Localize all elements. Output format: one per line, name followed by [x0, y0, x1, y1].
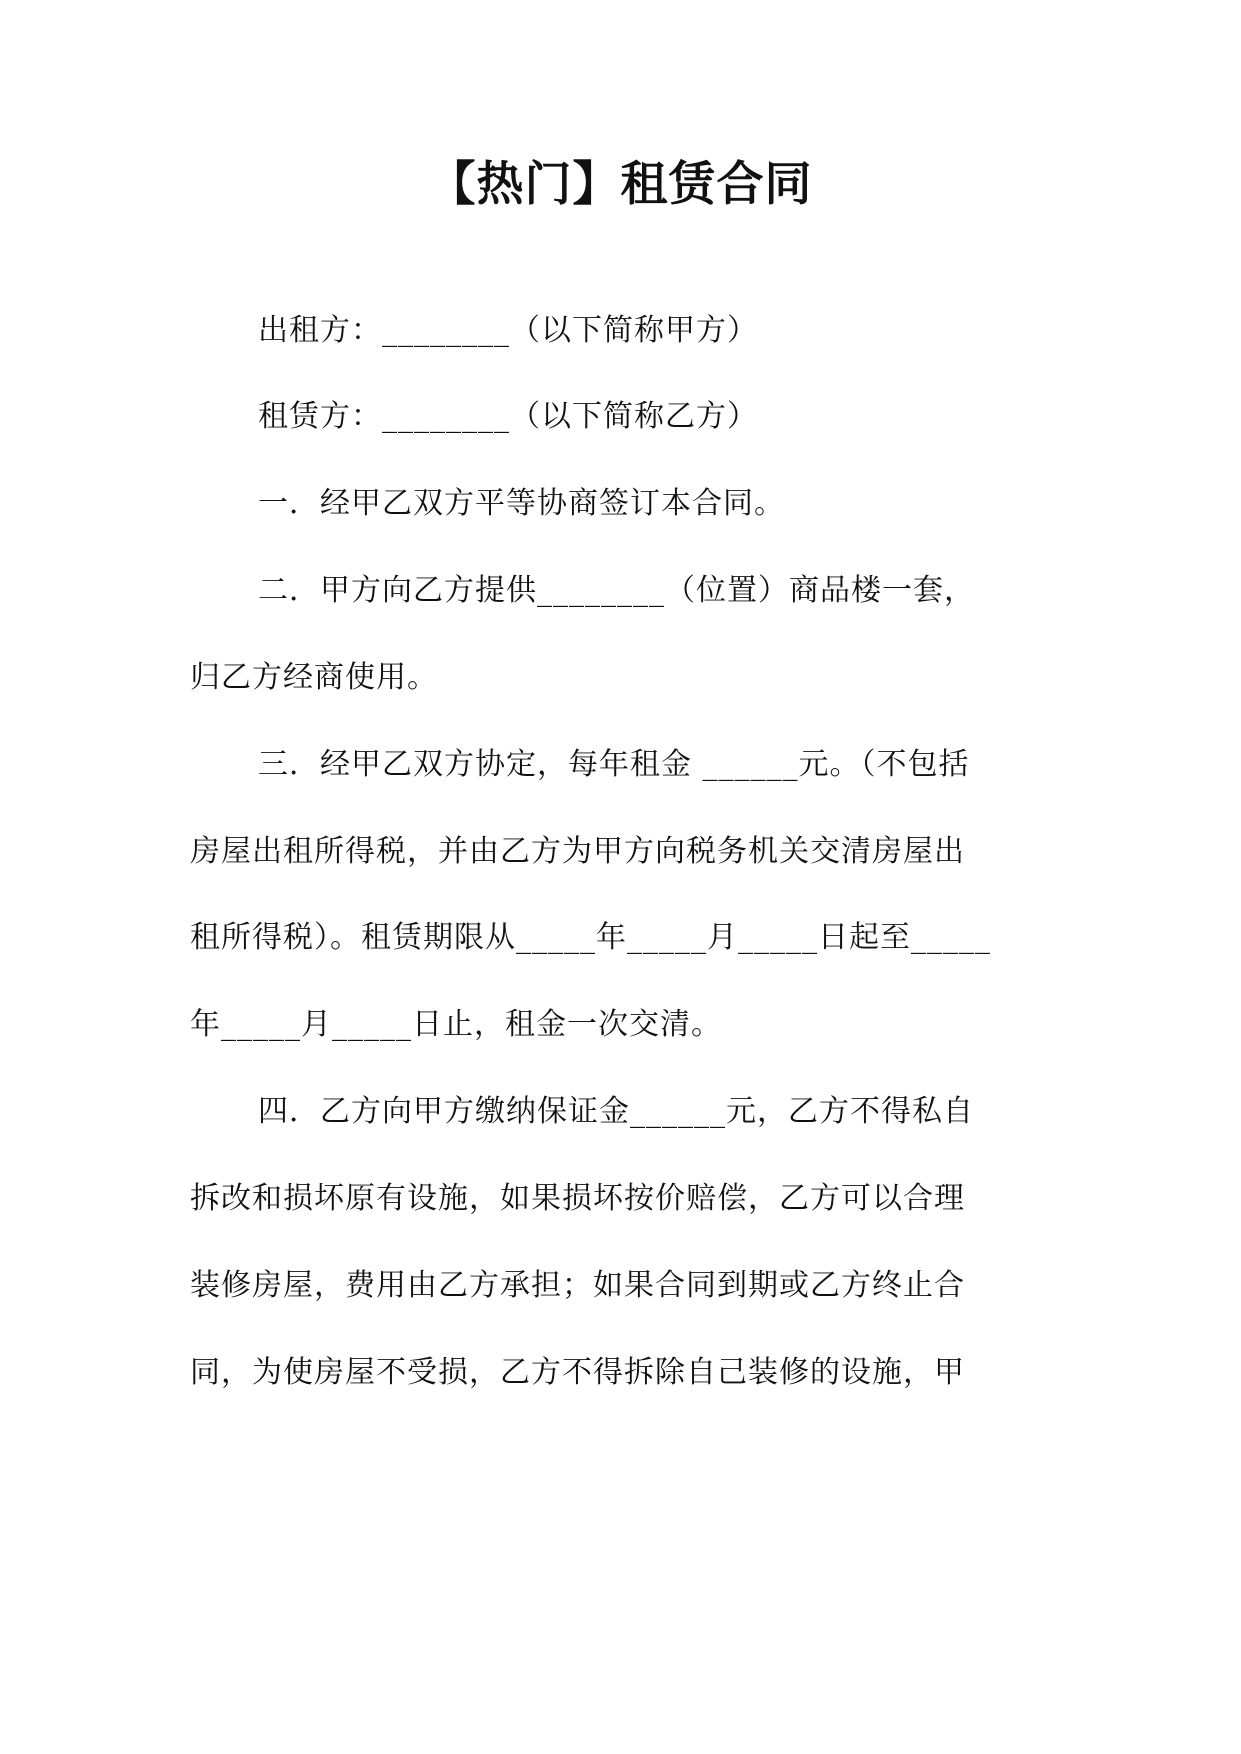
lessee-line: 租赁方：________（以下简称乙方）	[258, 399, 758, 434]
clause-3-line-2: 房屋出租所得税，并由乙方为甲方向税务机关交清房屋出	[190, 834, 965, 869]
clause-2-line-1: 二．甲方向乙方提供________（位置）商品楼一套，	[258, 573, 975, 608]
clause-3-line-4: 年_____月_____日止，租金一次交清。	[190, 1007, 722, 1042]
lessor-line: 出租方：________（以下简称甲方）	[258, 313, 758, 348]
clause-4-line-2: 拆改和损坏原有设施，如果损坏按价赔偿，乙方可以合理	[190, 1181, 965, 1216]
clause-2-line-2: 归乙方经商使用。	[190, 660, 438, 695]
clause-4-line-3: 装修房屋，费用由乙方承担；如果合同到期或乙方终止合	[190, 1268, 965, 1303]
clause-4-line-1: 四．乙方向甲方缴纳保证金______元，乙方不得私自	[258, 1094, 974, 1129]
document-title: 【热门】租赁合同	[428, 157, 813, 212]
clause-3-line-1: 三．经甲乙双方协定，每年租金 ______元。（不包括	[258, 747, 970, 782]
clause-3-line-3: 租所得税）。租赁期限从_____年_____月_____日起至_____	[190, 920, 991, 955]
clause-1-line: 一．经甲乙双方平等协商签订本合同。	[258, 486, 785, 521]
clause-4-line-4: 同，为使房屋不受损，乙方不得拆除自己装修的设施，甲	[190, 1355, 965, 1390]
